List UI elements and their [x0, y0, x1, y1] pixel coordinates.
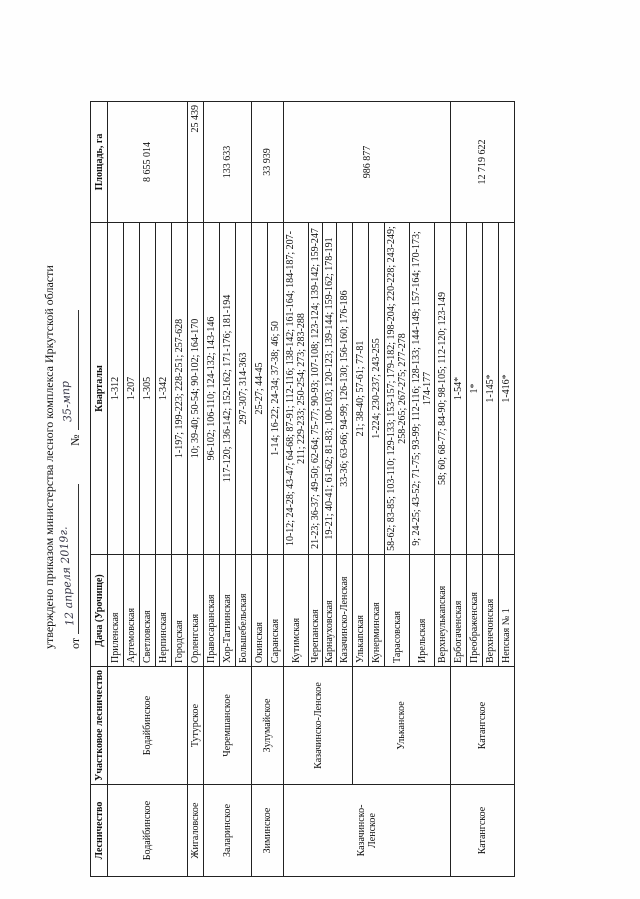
cell-dacha: Тарасовская — [385, 555, 410, 667]
cell-kvartaly: 21; 38-40; 57-61; 77-81 — [353, 223, 369, 555]
cell-kvartaly: 19-21; 40-41; 61-62; 81-83; 100-103; 120-123; 139-144; 159-162; 178-191 — [323, 223, 337, 555]
cell-dacha: Непская № 1 — [499, 555, 515, 667]
cell-kvartaly: 21-23; 36-37; 49-50; 62-64; 75-77; 90-93; 107-108; 123-124; 139-142; 159-247 — [309, 223, 323, 555]
cell-dacha: Большебельская — [236, 555, 252, 667]
header-uchastkovoe: Участковое лесничество — [91, 667, 108, 785]
cell-dacha: Кутимская — [284, 555, 309, 667]
cell-ploshchad: 986 877 — [284, 102, 451, 223]
cell-uchastkovoe: Бодайбинское — [108, 667, 188, 785]
ot-label: от — [68, 637, 82, 649]
cell-uchastkovoe: Тутурское — [188, 667, 204, 785]
cell-dacha: Правосаранская — [204, 555, 220, 667]
cell-kvartaly: 58-62; 83-85; 103-110; 129-133; 153-157; 179-182; 198-204; 220-228; 243-249; 258-265; 267-275; 277-278 — [385, 223, 410, 555]
cell-kvartaly: 10; 39-40; 50-54; 90-102; 164-170 — [188, 223, 204, 555]
date-line — [56, 484, 79, 634]
cell-kvartaly: 10-12; 24-28; 43-47; 64-68; 87-91; 112-116; 138-142; 161-164; 184-187; 207-211; 229-233; 250-254; 273; 283-288 — [284, 223, 309, 555]
cell-kvartaly: 96-102; 106-110; 124-132; 143-146 — [204, 223, 220, 555]
table-row — [204, 102, 220, 877]
cell-dacha: Верхнечонская — [483, 555, 499, 667]
cell-dacha: Саранская — [268, 555, 284, 667]
order-reference — [56, 310, 83, 649]
cell-lesnichestvo: Заларинское — [204, 785, 252, 877]
cell-dacha: Кунерминская — [369, 555, 385, 667]
table-row — [188, 102, 204, 877]
cell-kvartaly: 297-307; 314-363 — [236, 223, 252, 555]
cell-uchastkovoe: Катангское — [451, 667, 515, 785]
cell-lesnichestvo: Жигаловское — [188, 785, 204, 877]
cell-uchastkovoe: Зулумайское — [252, 667, 284, 785]
cell-kvartaly: 9; 24-25; 43-52; 71-75; 93-99; 112-116; 128-133; 144-149; 157-164; 170-173; 174-177 — [410, 223, 435, 555]
cell-kvartaly: 117-120; 136-142; 152-162; 171-176; 181-194 — [220, 223, 236, 555]
cell-dacha: Черепанская — [309, 555, 323, 667]
header-dacha: Дача (Урочище) — [91, 555, 108, 667]
cell-dacha: Карнауховская — [323, 555, 337, 667]
cell-kvartaly: 1-207 — [124, 223, 140, 555]
cell-kvartaly: 1-312 — [108, 223, 124, 555]
cell-ploshchad: 8 655 014 — [108, 102, 188, 223]
table-row — [284, 102, 309, 877]
cell-dacha: Преображенская — [467, 555, 483, 667]
number-line — [58, 310, 79, 430]
cell-kvartaly: 1-342 — [156, 223, 172, 555]
cell-ploshchad: 12 719 622 — [451, 102, 515, 223]
cell-dacha: Светловская — [140, 555, 156, 667]
cell-dacha: Улькanская — [353, 555, 369, 667]
cell-uchastkovoe: Ульканское — [353, 667, 451, 785]
header-kvartaly: Кварталы — [91, 223, 108, 555]
cell-dacha: Верхнеулькanская — [435, 555, 451, 667]
table-row — [108, 102, 124, 877]
table-row — [451, 102, 467, 877]
cell-kvartaly: 1* — [467, 223, 483, 555]
cell-dacha: Окинская — [252, 555, 268, 667]
handwritten-number: 35-мпр — [58, 381, 75, 423]
cell-dacha: Городская — [172, 555, 188, 667]
cell-dacha: Ербогаченская — [451, 555, 467, 667]
cell-kvartaly: 1-14; 16-22; 24-34; 37-38; 46; 50 — [268, 223, 284, 555]
header-ploshchad: Площадь, га — [91, 102, 108, 223]
cell-ploshchad: 25 439 — [188, 102, 204, 223]
cell-uchastkovoe: Казачинско-Ленское — [284, 667, 353, 785]
cell-dacha: Казачинско-Ленская — [337, 555, 353, 667]
cell-kvartaly: 1-145* — [483, 223, 499, 555]
cell-kvartaly: 25-27; 44-45 — [252, 223, 268, 555]
cell-ploshchad: 133 633 — [204, 102, 252, 223]
cell-kvartaly: 1-305 — [140, 223, 156, 555]
header-lesnichestvo: Лесничество — [91, 785, 108, 877]
cell-dacha: Хор-Тагнинская — [220, 555, 236, 667]
cell-ploshchad: 33 939 — [252, 102, 284, 223]
handwritten-date: 12 апреля 2019г. — [56, 526, 77, 627]
cell-dacha: Ирельская — [410, 555, 435, 667]
cell-kvartaly: 1-224; 230-237; 243-255 — [369, 223, 385, 555]
cell-kvartaly: 33-36; 63-66; 94-99; 126-130; 156-160; 176-186 — [337, 223, 353, 555]
cell-dacha: Приленская — [108, 555, 124, 667]
cell-dacha: Нерпинская — [156, 555, 172, 667]
cell-dacha: Орленгская — [188, 555, 204, 667]
table-header-row — [91, 102, 108, 877]
cell-kvartaly: 1-197; 199-223; 228-251; 257-628 — [172, 223, 188, 555]
approval-line: утверждено приказом министерства лесного комплекса Иркутской области — [42, 265, 56, 649]
cell-kvartaly: 1-416* — [499, 223, 515, 555]
cell-lesnichestvo: Казачинско-Ленское — [284, 785, 451, 877]
cell-lesnichestvo: Бодайбинское — [108, 785, 188, 877]
cell-dacha: Артемовская — [124, 555, 140, 667]
cell-uchastkovoe: Черемшанское — [204, 667, 252, 785]
no-label: № — [68, 434, 82, 446]
forest-quarters-table — [90, 101, 515, 877]
table-row — [252, 102, 268, 877]
cell-kvartaly: 58; 60; 68-77; 84-90; 98-105; 112-120; 123-149 — [435, 223, 451, 555]
cell-lesnichestvo: Катангское — [451, 785, 515, 877]
cell-kvartaly: 1-54* — [451, 223, 467, 555]
cell-lesnichestvo: Зиминское — [252, 785, 284, 877]
